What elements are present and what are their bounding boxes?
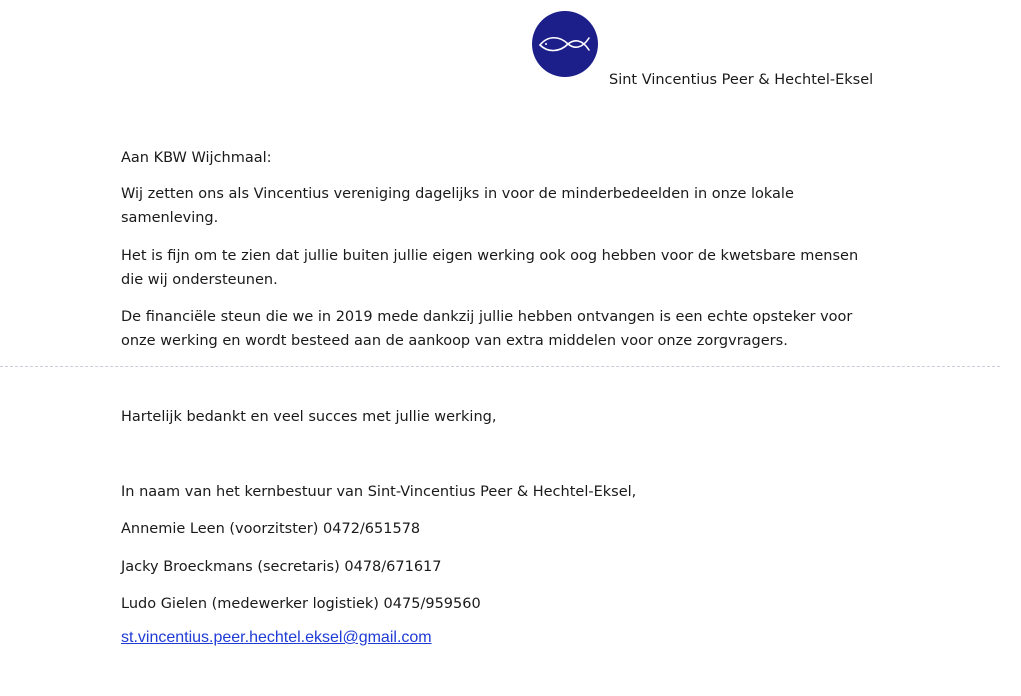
- fish-symbol-icon: [532, 11, 598, 77]
- paragraph-2-line-2: die wij ondersteunen.: [121, 272, 278, 288]
- on-behalf-line: In naam van het kernbestuur van Sint-Vincentius Peer & Hechtel-Eksel,: [121, 484, 637, 500]
- paragraph-3-line-1: De financiële steun die we in 2019 mede dankzij jullie hebben ontvangen is een echte opsteker voor: [121, 309, 853, 325]
- fold-line-divider: [0, 366, 1000, 367]
- paragraph-1-line-2: samenleving.: [121, 210, 219, 226]
- organization-logo: [532, 11, 598, 77]
- paragraph-1-line-1: Wij zetten ons als Vincentius vereniging dagelijks in voor de minderbedeelden in onze lokale: [121, 186, 794, 202]
- paragraph-2: [121, 244, 858, 292]
- signatory-secretary: Jacky Broeckmans (secretaris) 0478/671617: [121, 559, 442, 575]
- thanks-line: Hartelijk bedankt en veel succes met jullie werking,: [121, 409, 497, 425]
- signatory-logistics: Ludo Gielen (medewerker logistiek) 0475/959560: [121, 596, 481, 612]
- paragraph-3-line-2: onze werking en wordt besteed aan de aankoop van extra middelen voor onze zorgvragers.: [121, 333, 788, 349]
- paragraph-2-line-1: Het is fijn om te zien dat jullie buiten jullie eigen werking ook oog hebben voor de kwetsbare mensen: [121, 248, 859, 264]
- paragraph-1: [121, 182, 794, 230]
- salutation: Aan KBW Wijchmaal:: [121, 150, 272, 166]
- signatory-chair: Annemie Leen (voorzitster) 0472/651578: [121, 521, 421, 537]
- organization-name: Sint Vincentius Peer & Hechtel-Eksel: [609, 72, 874, 88]
- paragraph-3: [121, 305, 852, 353]
- email-link[interactable]: st.vincentius.peer.hechtel.eksel@gmail.com: [121, 629, 432, 646]
